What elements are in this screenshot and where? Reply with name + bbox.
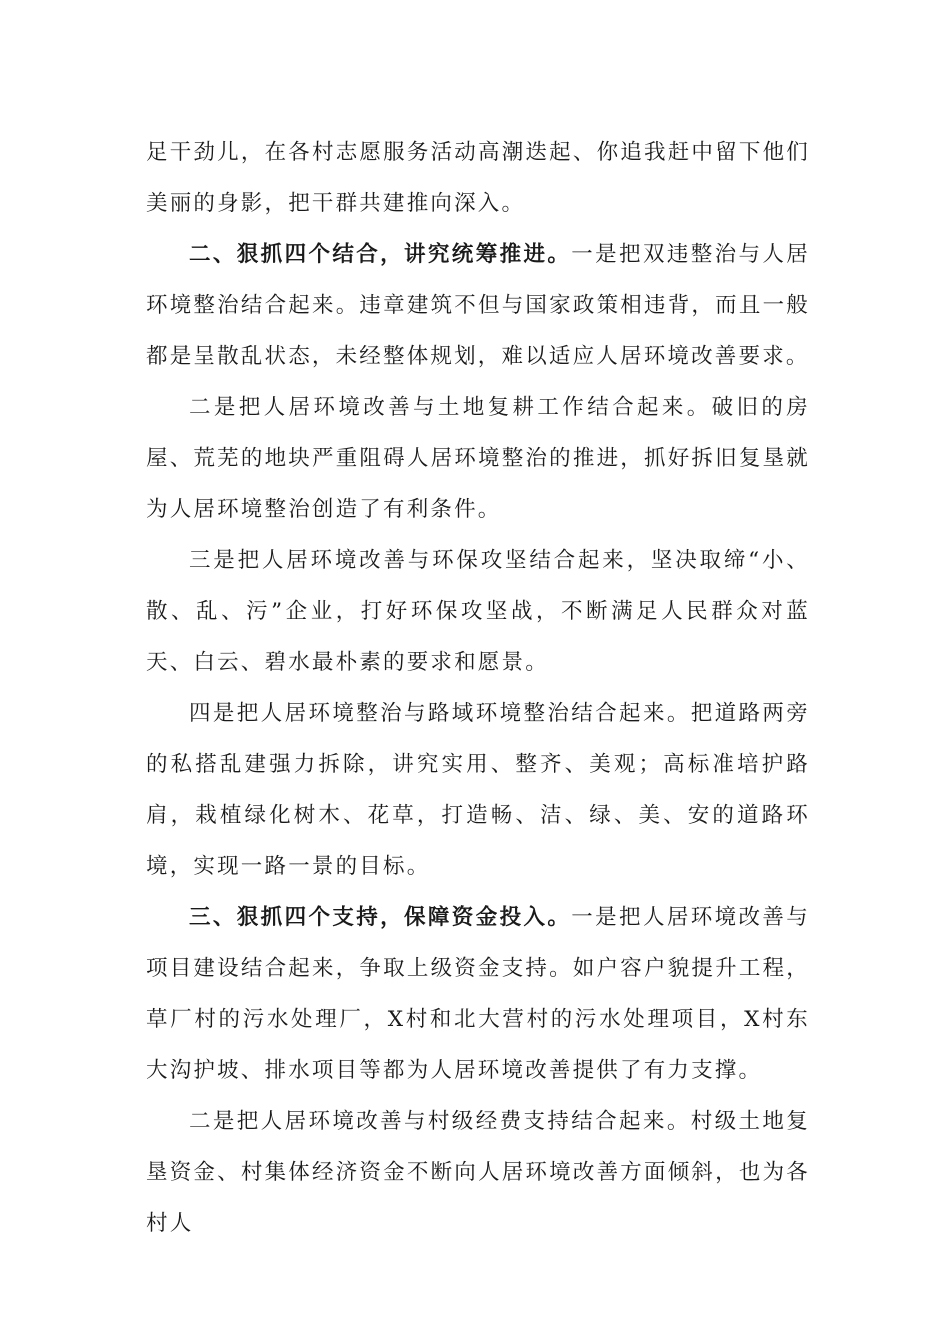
paragraph-6 — [146, 892, 810, 1096]
paragraph-1 — [146, 127, 810, 229]
paragraph-7 — [146, 1096, 810, 1249]
paragraph-4 — [146, 535, 810, 688]
paragraph-7-text: 二是把人居环境改善与村级经费支持结合起来。村级土地复垦资金、村集体经济资金不断向人居环境改善方面倾斜，也为各村人 — [146, 1109, 810, 1236]
document-body — [146, 127, 810, 1249]
paragraph-6-text: 一是把人居环境改善与项目建设结合起来，争取上级资金支持。如户容户貌提升工程，草厂村的污水处理厂，X村和北大营村的污水处理项目，X村东大沟护坡、排水项目等都为人居环境改善提供了有力支撑。 — [146, 905, 810, 1083]
paragraph-2 — [146, 229, 810, 382]
paragraph-1-text: 足干劲儿，在各村志愿服务活动高潮迭起、你追我赶中留下他们美丽的身影，把干群共建推向深入。 — [146, 140, 810, 216]
paragraph-5-text: 四是把人居环境整治与路域环境整治结合起来。把道路两旁的私搭乱建强力拆除，讲究实用、整齐、美观；高标准培护路肩，栽植绿化树木、花草，打造畅、洁、绿、美、安的道路环境，实现一路一景的目标。 — [146, 701, 810, 879]
paragraph-3-text: 二是把人居环境改善与土地复耕工作结合起来。破旧的房屋、荒芜的地块严重阻碍人居环境整治的推进，抓好拆旧复垦就为人居环境整治创造了有利条件。 — [146, 395, 810, 522]
paragraph-2-text: 一是把双违整治与人居环境整治结合起来。违章建筑不但与国家政策相违背，而且一般都是呈散乱状态，未经整体规划，难以适应人居环境改善要求。 — [146, 242, 810, 369]
section-heading-2: 二、狠抓四个结合，讲究统筹推进。 — [189, 242, 572, 267]
paragraph-5 — [146, 688, 810, 892]
paragraph-4-text: 三是把人居环境改善与环保攻坚结合起来，坚决取缔“小、散、乱、污”企业，打好环保攻坚战，不断满足人民群众对蓝天、白云、碧水最朴素的要求和愿景。 — [146, 548, 810, 675]
section-heading-3: 三、狠抓四个支持，保障资金投入。 — [189, 905, 572, 930]
paragraph-3 — [146, 382, 810, 535]
